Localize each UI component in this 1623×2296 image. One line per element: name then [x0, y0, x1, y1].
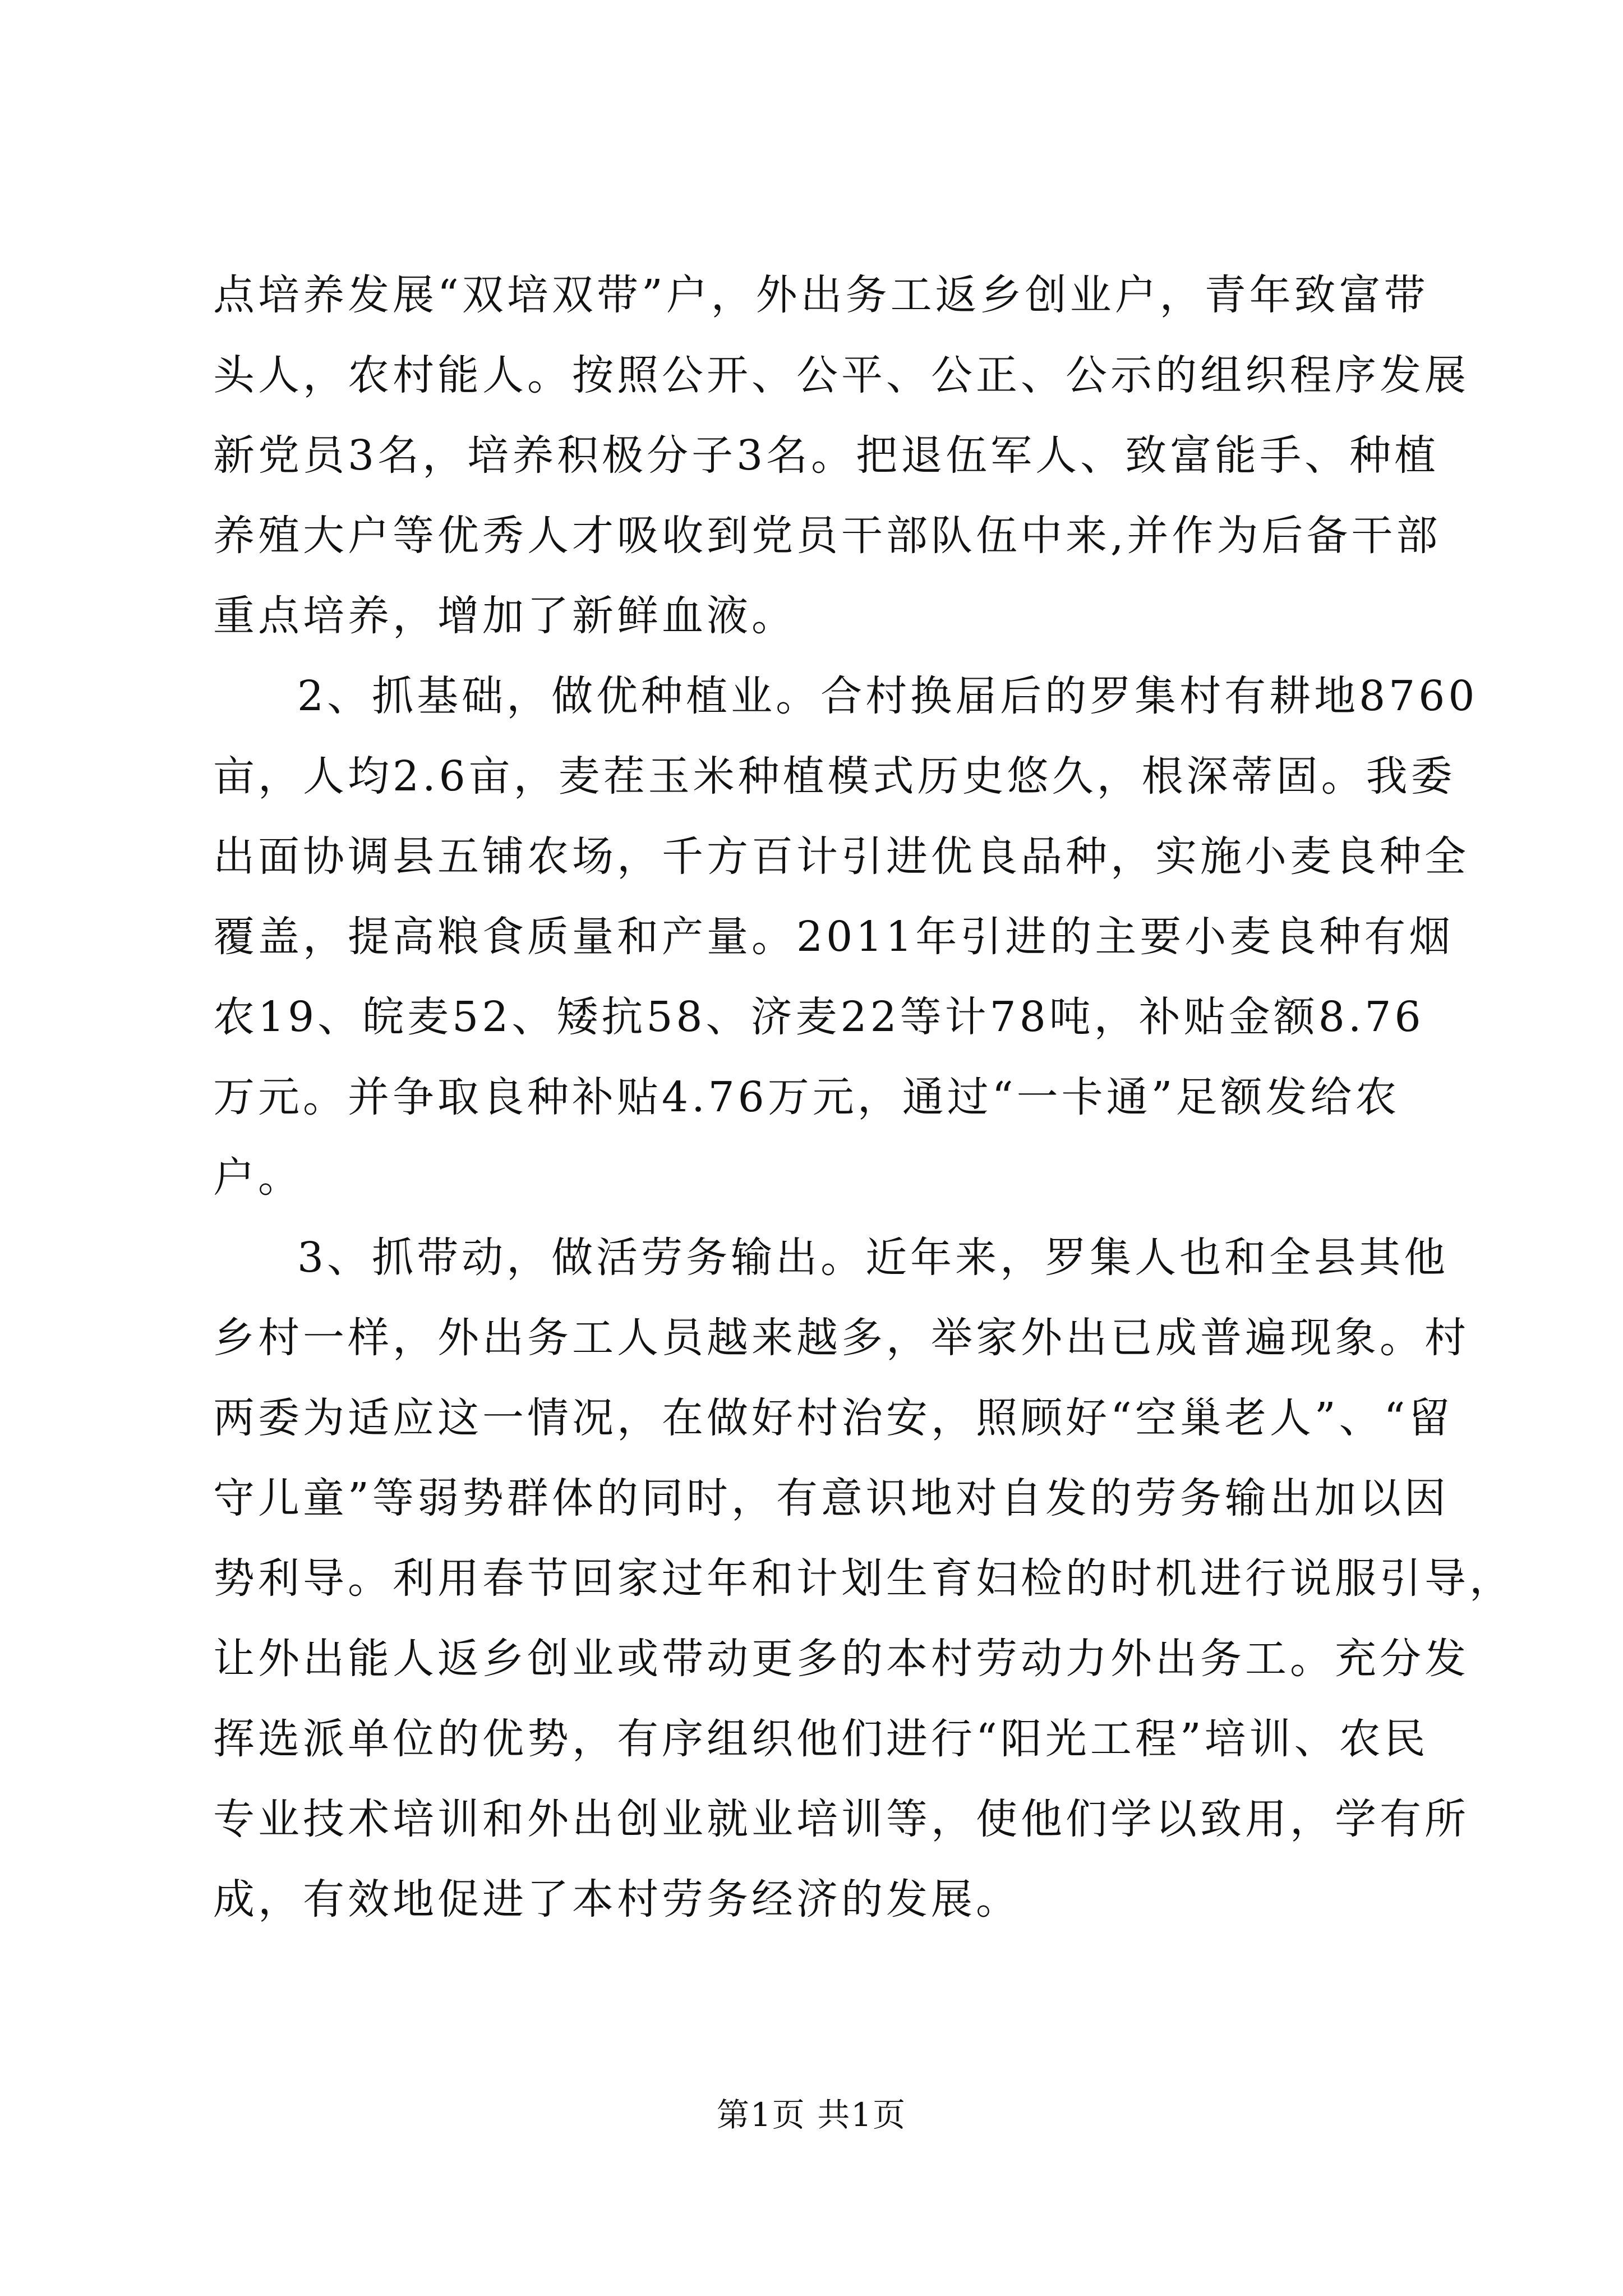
text-line: 挥选派单位的优势，有序组织他们进行“阳光工程”培训、农民 [213, 1715, 1429, 1763]
text-line: 头人，农村能人。按照公开、公平、公正、公示的组织程序发展 [213, 351, 1469, 399]
text-line: 势利导。利用春节回家过年和计划生育妇检的时机进行说服引导， [213, 1554, 1514, 1603]
text-line: 农19、皖麦52、矮抗58、济麦22等计78吨，补贴金额8.76 [213, 993, 1424, 1041]
text-line: 成，有效地促进了本村劳务经济的发展。 [213, 1875, 1021, 1924]
text-line: 新党员3名，培养积极分子3名。把退伍军人、致富能手、种植 [213, 431, 1440, 480]
text-line: 守儿童”等弱势群体的同时，有意识地对自发的劳务输出加以因 [213, 1474, 1449, 1522]
text-line: 2、抓基础，做优种植业。合村换届后的罗集村有耕地8760 [297, 672, 1478, 720]
text-line: 万元。并争取良种补贴4.76万元，通过“一卡通”足额发给农 [213, 1073, 1400, 1121]
paragraph-2 [213, 656, 1478, 1218]
text-line: 3、抓带动，做活劳务输出。近年来，罗集人也和全县其他 [297, 1234, 1449, 1282]
text-line: 养殖大户等优秀人才吸收到党员干部队伍中来,并作为后备干部 [213, 512, 1441, 560]
text-line: 覆盖，提高粮食质量和产量。2011年引进的主要小麦良种有烟 [213, 913, 1454, 961]
text-line: 让外出能人返乡创业或带动更多的本村劳动力外出务工。充分发 [213, 1635, 1469, 1683]
text-line: 出面协调县五铺农场，千方百计引进优良品种，实施小麦良种全 [213, 832, 1469, 881]
text-line: 户。 [213, 1153, 303, 1202]
text-line: 重点培养，增加了新鲜血液。 [213, 592, 796, 640]
text-line: 亩，人均2.6亩，麦茬玉米种植模式历史悠久，根深蒂固。我委 [213, 752, 1456, 800]
text-line: 两委为适应这一情况，在做好村治安，照顾好“空巢老人”、“留 [213, 1394, 1454, 1442]
page-number-footer: 第1页 共1页 [716, 2096, 907, 2134]
document-body [213, 255, 1514, 1940]
paragraph-3 [213, 1218, 1514, 1940]
text-line: 点培养发展“双培双带”户，外出务工返乡创业户，青年致富带 [213, 271, 1429, 319]
text-line: 专业技术培训和外出创业就业培训等，使他们学以致用，学有所 [213, 1795, 1469, 1843]
paragraph-1 [213, 255, 1469, 656]
text-line: 乡村一样，外出务工人员越来越多，举家外出已成普遍现象。村 [213, 1314, 1469, 1362]
